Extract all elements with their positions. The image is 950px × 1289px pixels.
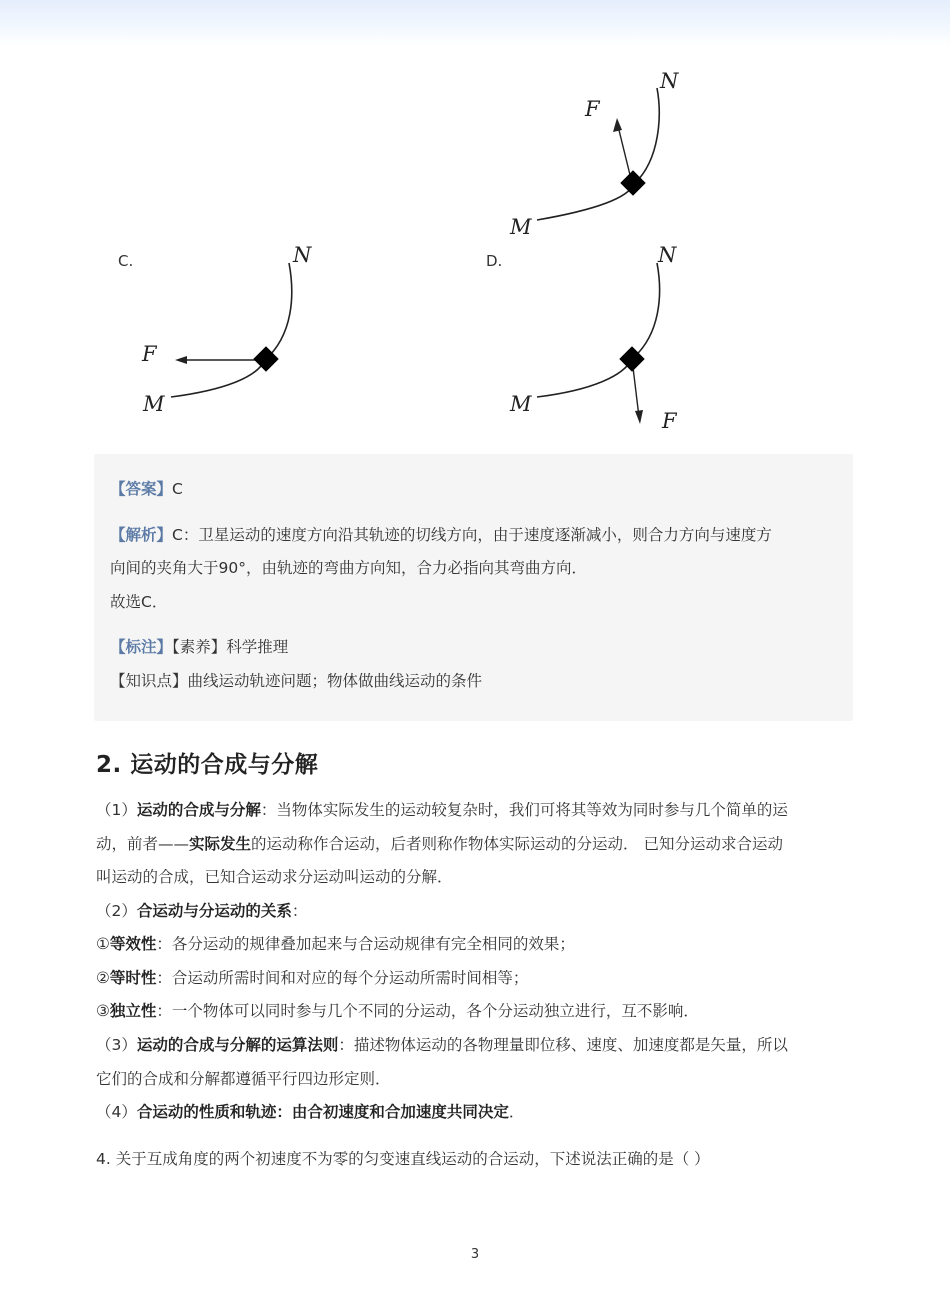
answer-tag: 【答案】: [110, 480, 173, 498]
item-equivalence: ①等效性：各分运动的规律叠加起来与合运动规律有完全相同的效果；: [96, 935, 575, 953]
figure-trajectory-d: [500, 235, 700, 435]
paragraph-1-line-3: 叫运动的合成，已知合运动求分运动叫运动的分解．: [96, 868, 453, 886]
figure-trajectory-top: [500, 60, 700, 240]
label-n: N: [658, 243, 677, 267]
paragraph-1-line-1: （1）运动的合成与分解：当物体实际发生的运动较复杂时，我们可将其等效为同时参与几个简单的运: [96, 801, 788, 819]
label-f: F: [142, 342, 157, 366]
question-4: 4. 关于互成角度的两个初速度不为零的匀变速直线运动的合运动，下述说法正确的是（ ）: [96, 1150, 710, 1168]
label-m: M: [510, 215, 532, 239]
paragraph-4: （4）合运动的性质和轨迹：由合初速度和合加速度共同决定．: [96, 1103, 525, 1121]
item-independence: ③独立性：一个物体可以同时参与几个不同的分运动，各个分运动独立进行，互不影响．: [96, 1002, 699, 1020]
analysis-line-3: 故选C．: [110, 593, 168, 611]
page-number: 3: [470, 1247, 480, 1262]
header-band: [0, 0, 950, 46]
option-c-label: C.: [118, 252, 134, 270]
analysis-tag: 【解析】: [110, 526, 173, 544]
note-tag: 【标注】: [110, 638, 173, 656]
option-d-label: D.: [486, 252, 503, 270]
answer-box: [94, 454, 853, 721]
section-title: 2. 运动的合成与分解: [96, 752, 319, 778]
label-n: N: [660, 69, 679, 93]
label-m: M: [143, 392, 165, 416]
answer-value: C: [172, 480, 183, 498]
paragraph-3-line-2: 它们的合成和分解都遵循平行四边形定则．: [96, 1070, 391, 1088]
paragraph-1-line-2: 动，前者——实际发生的运动称作合运动，后者则称作物体实际运动的分运动． 已知分运动求合运动: [96, 835, 783, 853]
label-m: M: [510, 392, 532, 416]
label-f: F: [585, 97, 600, 121]
paragraph-2: （2）合运动与分运动的关系：: [96, 902, 308, 920]
knowledge-line: 【知识点】曲线运动轨迹问题；物体做曲线运动的条件: [110, 672, 483, 690]
label-n: N: [293, 243, 312, 267]
note-line: 【标注】【素养】科学推理: [110, 638, 289, 656]
paragraph-3-line-1: （3）运动的合成与分解的运算法则：描述物体运动的各物理量即位移、速度、加速度都是矢量，所以: [96, 1036, 788, 1054]
answer-line: [110, 478, 183, 500]
analysis-line-2: 向间的夹角大于90°，由轨迹的弯曲方向知，合力必指向其弯曲方向．: [110, 559, 587, 577]
item-simultaneity: ②等时性：合运动所需时间和对应的每个分运动所需时间相等；: [96, 969, 529, 987]
label-f: F: [662, 409, 677, 433]
analysis-line-1: 【解析】C：卫星运动的速度方向沿其轨迹的切线方向，由于速度逐渐减小，则合力方向与速度方: [110, 526, 772, 544]
figure-trajectory-c: [135, 235, 335, 420]
